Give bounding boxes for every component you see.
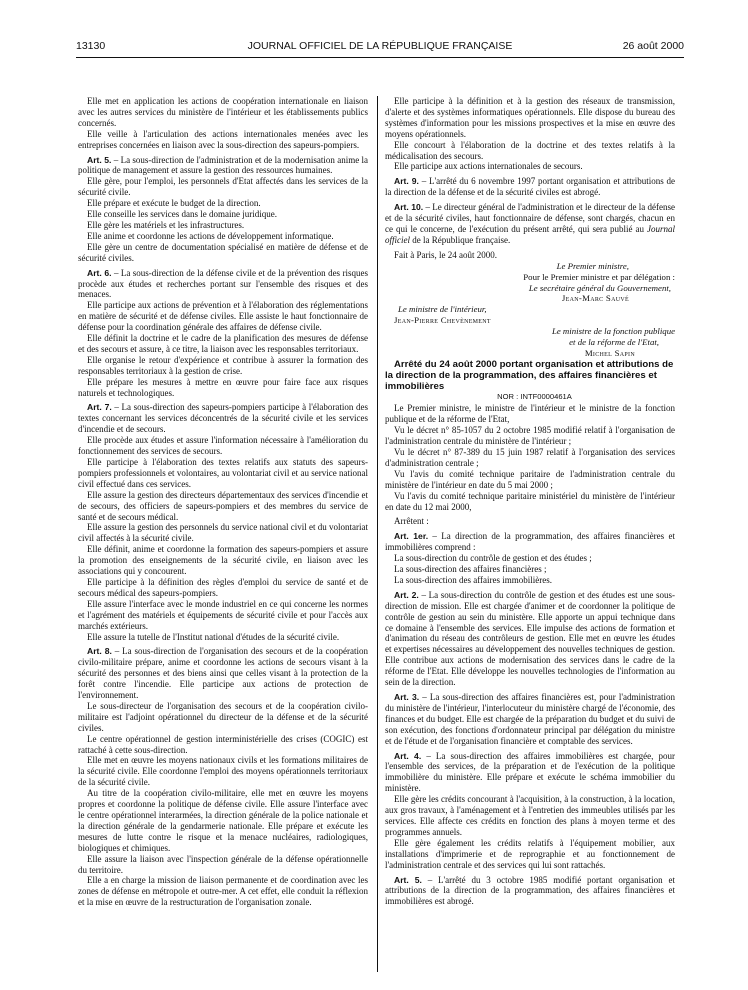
article-text: – La sous-direction du contrôle de gestion et des études est une sous-direction de mission. Elle est chargée d'animer et de coordonner la politique de contrôle de gestion au sein du ministère. Elle apporte un appui technique dans ce domaine à l'ensemble des services. Elle impulse des actions de formation et d'animation du réseau des contrôleurs de gestion. Elle met en œuvre les études et expertises nécessaires au développement des nouvelles techniques de gestion. Elle contribue aux actions de modernisation des services dans le cadre de la réforme de l'Etat. Elle développe les nouvelles technologies de l'information au sein de la direction. <box>385 589 675 688</box>
article-1 <box>385 531 675 553</box>
signer-interior-title: Le ministre de l'intérieur, <box>398 304 487 315</box>
paragraph: Elle participe à la définition des règles d'emploi du service de santé et de secours médical des sapeurs-pompiers. <box>78 576 368 598</box>
article-text: – La sous-direction de l'administration et de la modernisation anime la politique de management et assure la gestion des ressources humaines. <box>78 154 368 176</box>
paragraph: Elle gère les crédits concourant à l'acquisition, à la construction, à la location, aux gros travaux, à l'aménagement et à l'entretien des immeubles utilisés par les services. Elle affecte ces crédits en fonction des plans à moyen terme et des programmes annuels. <box>385 794 675 837</box>
paragraph: Le centre opérationnel de gestion interministérielle des crises (COGIC) est rattaché à cette sous-direction. <box>78 733 368 755</box>
article-5-final <box>385 875 675 908</box>
right-column <box>385 96 675 976</box>
paragraph: Elle participe aux actions internationales de secours. <box>394 161 583 172</box>
article-label: Art. 3. <box>394 692 420 703</box>
article-text: – La sous-direction de la défense civile et de la prévention des risques procède aux études et recherches portant sur l'ensemble des risques et des menaces. <box>78 267 368 300</box>
signature-date: Fait à Paris, le 24 août 2000. <box>394 249 497 260</box>
article-text: – L'arrêté du 3 octobre 1985 modifié portant organisation et attributions de la direction de la programmation, des affaires financières et immobilières est abrogé. <box>385 874 675 907</box>
article-2 <box>385 590 675 688</box>
column-divider <box>377 96 378 972</box>
article-3 <box>385 692 675 747</box>
paragraph: Vu le décret n° 87-389 du 15 juin 1987 relatif à l'organisation des services d'administration centrale ; <box>385 446 675 468</box>
article-label: Art. 10. <box>394 202 424 213</box>
decree-title: Arrêté du 24 août 2000 portant organisation et attributions de la direction de la programmation, des affaires financières et immobilières <box>385 358 674 393</box>
journal-title: JOURNAL OFFICIEL DE LA RÉPUBLIQUE FRANÇAISE <box>247 40 513 52</box>
page-header <box>76 40 684 56</box>
paragraph: Au titre de la coopération civilo-militaire, elle met en œuvre les moyens propres et coordonne la politique de défense civile. Elle assure l'interface avec le centre opérationnel interarmées, la direction générale de la police nationale et la direction générale de la gendarmerie nationale. Elle prépare et exécute les mesures de lutte contre le risque et la menace nucléaires, radiologiques, biologiques et chimiques. <box>78 788 368 853</box>
article-label: Art. 5. <box>87 154 112 165</box>
list-item: La sous-direction des affaires financières ; <box>394 564 547 575</box>
paragraph: Elle assure la liaison avec l'inspection générale de la défense opérationnelle du territoire. <box>78 853 368 875</box>
paragraph: Elle organise le retour d'expérience et contribue à assurer la formation des responsables territoriaux à la gestion de crise. <box>78 354 368 376</box>
article-4 <box>385 751 675 795</box>
list-item: La sous-direction des affaires immobilières. <box>394 574 553 585</box>
article-text: – La sous-direction des sapeurs-pompiers participe à l'élaboration des textes concernant les services déconcentrés de la sécurité civile et les services d'incendie et de secours. <box>78 402 368 435</box>
page-number: 13130 <box>76 40 106 52</box>
paragraph: Elle assure la gestion des personnels du service national civil et du volontariat civil affectés à la sécurité civile. <box>78 522 368 544</box>
article-label: Art. 9. <box>394 176 419 187</box>
article-label: Art. 8. <box>87 646 112 657</box>
article-8 <box>78 646 368 701</box>
signer-pm-secretary: Le secrétaire général du Gouvernement, <box>528 282 671 293</box>
article-label: Art. 6. <box>87 267 112 278</box>
paragraph: Elle participe aux actions de prévention et à l'élaboration des réglementations en matière de sécurité et de défense civiles. Elle assiste le haut fonctionnaire de défense pour la coordination générale des affaires de défense civile. <box>78 300 368 333</box>
article-9 <box>385 176 675 198</box>
article-10 <box>385 202 675 246</box>
paragraph: Elle définit, anime et coordonne la formation des sapeurs-pompiers et assure la promotion des enseignements de la sécurité civile, en liaison avec les associations qui y concourent. <box>78 544 368 577</box>
header-rule <box>76 57 684 58</box>
article-text: – La sous-direction des affaires immobilières est chargée, pour l'ensemble des services, de la préparation et de l'exécution de la politique immobilière du ministère. Elle prépare et exécute le schéma immobilier du ministère. <box>385 750 675 794</box>
paragraph: Elle définit la doctrine et le cadre de la planification des mesures de défense et des secours et assure, à ce titre, la liaison avec les responsables territoriaux. <box>78 333 368 354</box>
article-text: – Le directeur général de l'administration et le directeur de la défense et de la sécurité civiles, haut fonctionnaire de défense, sont chargés, chacun en ce qui le concerne, de l'exécution du présent arrêté, qui sera publié au <box>385 202 675 234</box>
paragraph: Elle met en œuvre les moyens nationaux civils et les formations militaires de la sécurité civile. Elle coordonne l'emploi des moyens opérationnels territoriaux de la sécurité civile. <box>78 755 368 788</box>
article-text: de la République française. <box>410 234 511 245</box>
paragraph: Elle met en application les actions de coopération internationale en liaison avec les autres services du ministère de l'intérieur et les établissements publics concernés. <box>78 96 368 128</box>
signer-pm-delegation: Pour le Premier ministre et par délégation : <box>523 271 675 282</box>
article-label: Art. 4. <box>394 750 422 761</box>
article-label: Art. 1er. <box>394 531 429 542</box>
nor-reference: NOR : INTF0000461A <box>497 392 572 402</box>
article-text: – La direction de la programmation, des affaires financières et immobilières comprend : <box>385 531 675 553</box>
signer-interior-name: Jean-Pierre Chevènement <box>394 315 491 326</box>
article-6 <box>78 268 368 301</box>
paragraph: Elle prépare et exécute le budget de la direction. <box>87 198 261 209</box>
paragraph: Elle concourt à l'élaboration de la doctrine et des textes relatifs à la médicalisation des secours. <box>385 139 675 161</box>
article-7 <box>78 402 368 435</box>
paragraph: Le sous-directeur de l'organisation des secours et de la coopération civilo-militaire est l'adjoint opérationnel du directeur de la défense et de la sécurité civiles. <box>78 700 368 733</box>
article-5 <box>78 155 368 177</box>
paragraph: Elle gère, pour l'emploi, les personnels d'Etat affectés dans les services de la sécurité civile. <box>78 176 368 198</box>
signer-fp-title: Le ministre de la fonction publique <box>551 326 675 337</box>
journal-officiel-reference: Journal officiel <box>385 223 675 245</box>
paragraph: Elle gère les matériels et les infrastructures. <box>87 219 245 230</box>
signer-fp-name: Michel Sapin <box>584 347 635 358</box>
arretent: Arrêtent : <box>394 516 429 527</box>
paragraph: Elle a en charge la mission de liaison permanente et de coordination avec les zones de défense en métropole et outre-mer. A cet effet, elle conduit la réflexion et la mise en œuvre de la restructuration de l'organisation zonale. <box>78 875 368 908</box>
signer-pm-title: Le Premier ministre, <box>556 260 629 271</box>
paragraph: Le Premier ministre, le ministre de l'intérieur et le ministre de la fonction publique et de la réforme de l'Etat, <box>385 403 675 425</box>
paragraph: Elle prépare les mesures à mettre en œuvre pour faire face aux risques naturels et technologiques. <box>78 376 368 398</box>
paragraph: Elle gère également les crédits relatifs à l'équipement mobilier, aux installations d'imprimerie et de reprographie et au fonctionnement de l'administration centrale et des services qui lui sont rattachés. <box>385 837 675 870</box>
list-item: La sous-direction du contrôle de gestion et des études ; <box>394 553 592 564</box>
article-text: – La sous-direction des affaires financières est, pour l'administration du ministère de l'intérieur, l'interlocuteur du ministère chargé de l'économie, des finances et du budget. Elle est chargée de la préparation du budget et du suivi de son exécution, des fonctions d'ordonnateur principal par délégation du ministre et de l'étude et de l'organisation financière et comptable des services. <box>385 692 675 746</box>
paragraph: Elle veille à l'articulation des actions internationales menées avec les entreprises concernées en liaison avec la sous-direction des sapeurs-pompiers. <box>78 128 368 150</box>
paragraph: Elle assure l'interface avec le monde industriel en ce qui concerne les normes et l'agrément des matériels et équipements de sécurité civile et pour l'accès aux marchés extérieurs. <box>78 598 368 631</box>
signer-fp-title-2: et de la réforme de l'Etat, <box>569 337 659 348</box>
article-text: – La sous-direction de l'organisation des secours et de la coopération civilo-militaire prépare, anime et coordonne les actions de secours visant à la sécurité des personnes et des biens ainsi que celles visant à la protection de la forêt contre l'incendie. Elle participe aux actions de protection de l'environnement. <box>78 646 368 701</box>
paragraph: Vu le décret n° 85-1057 du 2 octobre 1985 modifié relatif à l'organisation de l'administration centrale du ministère de l'intérieur ; <box>385 425 675 447</box>
paragraph: Elle procède aux études et assure l'information nécessaire à l'amélioration du fonctionnement des services de secours. <box>78 435 368 457</box>
issue-date: 26 août 2000 <box>622 40 684 52</box>
article-text: – L'arrêté du 6 novembre 1997 portant organisation et attributions de la direction de la défense et de la sécurité civiles est abrogé. <box>385 176 675 198</box>
paragraph: Elle assure la gestion des directeurs départementaux des services d'incendie et de secours, des officiers de sapeurs-pompiers et des membres du service de santé et de secours médical. <box>78 489 368 522</box>
signer-pm-name: Jean-Marc Sauvé <box>561 293 629 304</box>
paragraph: Elle participe à l'élaboration des textes relatifs aux statuts des sapeurs-pompiers professionnels et volontaires, au volontariat civil et au service national civil effectué dans ces services. <box>78 457 368 489</box>
paragraph: Elle participe à la définition et à la gestion des réseaux de transmission, d'alerte et des systèmes informatiques opérationnels. Elle dispose du bureau des systèmes d'information pour les missions prospectives et la mise en œuvre des moyens opérationnels. <box>385 96 675 139</box>
paragraph: Vu l'avis du comité technique paritaire ministériel du ministère de l'intérieur en date du 12 mai 2000, <box>385 490 675 512</box>
paragraph: Elle assure la tutelle de l'Institut national d'études de la sécurité civile. <box>87 631 340 642</box>
paragraph: Elle anime et coordonne les actions de développement informatique. <box>87 230 334 241</box>
paragraph: Elle conseille les services dans le domaine juridique. <box>87 209 277 220</box>
paragraph: Elle gère un centre de documentation spécialisé en matière de défense et de sécurité civiles. <box>78 241 368 263</box>
left-column <box>78 96 368 976</box>
article-label: Art. 5. <box>394 874 422 885</box>
article-label: Art. 2. <box>394 589 419 600</box>
paragraph: Vu l'avis du comité technique paritaire de l'administration centrale du ministère de l'intérieur en date du 5 mai 2000 ; <box>385 468 675 490</box>
article-label: Art. 7. <box>87 402 112 413</box>
